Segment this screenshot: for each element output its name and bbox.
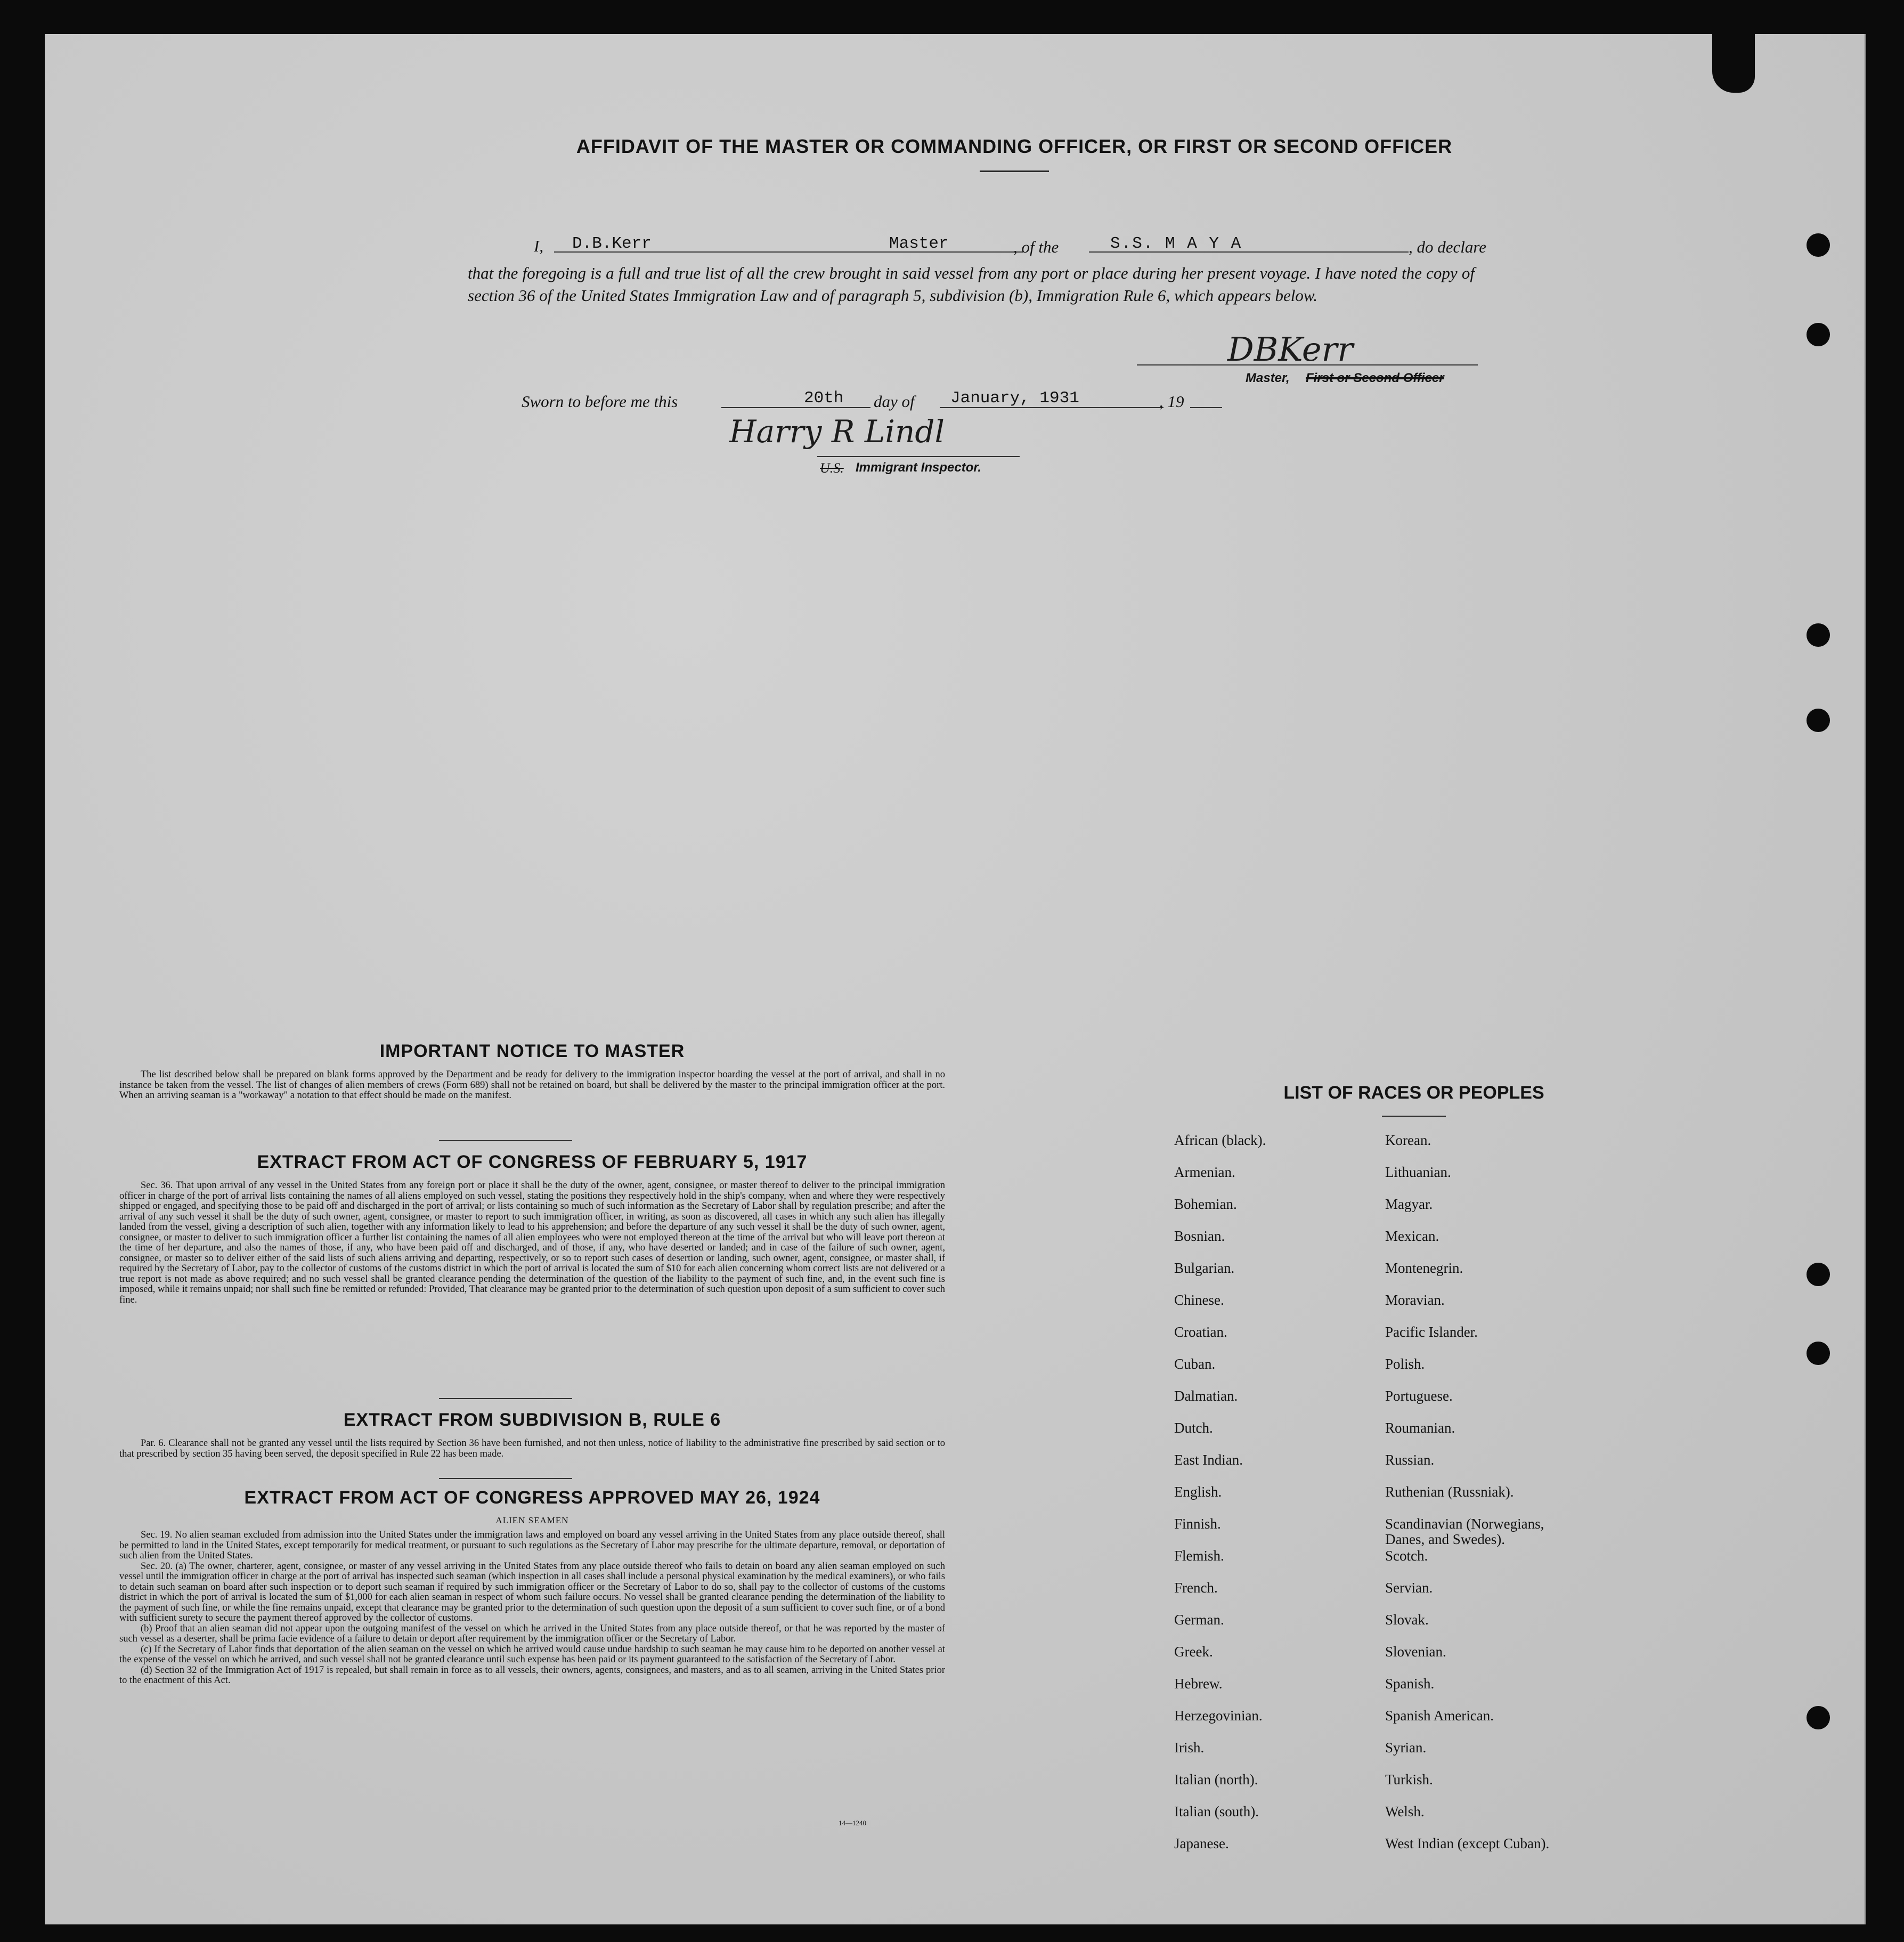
race-item: Flemish. [1174, 1548, 1224, 1564]
race-item: East Indian. [1174, 1452, 1243, 1468]
race-item: Greek. [1174, 1644, 1213, 1660]
race-item: Polish. [1385, 1356, 1425, 1372]
inspector-caption: Immigrant Inspector. [856, 460, 982, 475]
race-item: Turkish. [1385, 1772, 1433, 1787]
extract-1924-title: EXTRACT FROM ACT OF CONGRESS APPROVED MAY 26, 1924 [244, 1488, 820, 1508]
race-item: Ruthenian (Russniak). [1385, 1484, 1514, 1500]
race-item: African (black). [1174, 1132, 1266, 1148]
sworn-month-year: January, 1931 [950, 389, 1079, 408]
race-item: Spanish. [1385, 1676, 1435, 1692]
race-item: Finnish. [1174, 1516, 1221, 1532]
races-title: LIST OF RACES OR PEOPLES [1283, 1083, 1544, 1103]
race-item: Cuban. [1174, 1356, 1216, 1372]
race-item: Armenian. [1174, 1164, 1235, 1180]
declaration-prefix: I, [534, 237, 544, 255]
signature-caption: Master, [1246, 371, 1290, 385]
race-item: Japanese. [1174, 1835, 1229, 1851]
race-item: Hebrew. [1174, 1676, 1223, 1692]
vessel-name: S.S. M A Y A [1110, 234, 1242, 253]
affidavit-title: AFFIDAVIT OF THE MASTER OR COMMANDING OFFICER, OR FIRST OR SECOND OFFICER [576, 135, 1453, 157]
torn-corner [1712, 34, 1755, 93]
races-divider [1382, 1116, 1446, 1117]
notice-title: IMPORTANT NOTICE TO MASTER [379, 1041, 685, 1061]
race-item: English. [1174, 1484, 1222, 1500]
punch-hole [1807, 1342, 1830, 1365]
race-item: Montenegrin. [1385, 1260, 1463, 1276]
sec-20c-text: (c) If the Secretary of Labor finds that deportation of the alien seaman on the vessel on which he arrived would cause undue hardship to such seaman he may cause him to be deported on another vessel at the expense of the vessel on which he arrived, and such vessel shall not be granted clearance until such expense has been paid or its payment guaranteed to the satisfaction of the Secretary of Labor. [119, 1644, 945, 1665]
race-item: Slovenian. [1385, 1644, 1446, 1660]
century-label: , 19 [1159, 392, 1184, 411]
inspector-signature: Harry R Lindl [729, 413, 945, 450]
punch-hole [1807, 623, 1830, 647]
race-item: West Indian (except Cuban). [1385, 1835, 1550, 1851]
race-item: Bohemian. [1174, 1196, 1237, 1212]
race-item: French. [1174, 1580, 1218, 1596]
master-name: D.B.Kerr [572, 234, 652, 253]
declare-label: , do declare [1409, 238, 1487, 256]
race-item: German. [1174, 1612, 1224, 1628]
race-item: Irish. [1174, 1740, 1205, 1756]
extract-rule6-text: Par. 6. Clearance shall not be granted any vessel until the lists required by Section 36 have been furnished, and not then unless, notice of liability to the administrative fine prescribed by said section or to that prescribed by section 35 having been served, the deposit specified in Rule 22 has been made. [119, 1438, 945, 1459]
punch-hole [1807, 1263, 1830, 1286]
extract-1917-text: Sec. 36. That upon arrival of any vessel in the United States from any foreign port or place it shall be the duty of the owner, agent, consignee, or master thereof to deliver to the principal immigration officer in charge of the port of arrival lists containing the names of all aliens employed on such vessel, stating the positions they respectively hold in the ship's company, when and where they were respectively shipped or engaged, and specifying those to be paid off and discharged in the port of arrival; or lists containing so much of such information as the Secretary of Labor shall by regulation prescribe; and after the arrival of any such vessel it shall be the duty of such owner, agent, consignee, or master to report to such immigration officer, in writing, as soon as discovered, all cases in which any such alien has illegally landed from the vessel, giving a description of such alien, together with any information likely to lead to his apprehension; and before the departure of any such vessel it shall be the duty of such owner, agent, consignee, or master to deliver to such immigration officer a further list containing the names of all alien employees who were not employed thereon at the time of the arrival but who will leave port thereon at the time of her departure, and also the names of those, if any, who have been paid off and discharged, and of those, if any, who have deserted or landed; and in case of the failure of such owner, agent, consignee, or master so to deliver either of the said lists of such aliens arriving and departing, respectively, or so to report such cases of desertion or landing, such owner, agent, consignee, or master shall, if required by the Secretary of Labor, pay to the collector of customs of the customs district in which the port of arrival is located the sum of $10 for each alien concerning whom correct lists are not delivered or a true report is not made as above required; and no such vessel shall be granted clearance pending the determination of the question of the liability to the payment of such fine, and, in the event such fine is imposed, while it remains unpaid; nor shall such fine be remitted or refunded: Provided, That clearance may be granted prior to the determination of such question upon deposit of a sum sufficient to cover such fine. [119, 1180, 945, 1305]
race-item: Korean. [1385, 1132, 1431, 1148]
race-item: Lithuanian. [1385, 1164, 1451, 1180]
sec-20d-text: (d) Section 32 of the Immigration Act of 1917 is repealed, but shall remain in force as to all vessels, their owners, agents, consignees, and masters, and as to all seamen, arriving in the United States prior to the enactment of this Act. [119, 1664, 945, 1686]
sec-20b-text: (b) Proof that an alien seaman did not appear upon the outgoing manifest of the vessel on which he arrived in the United States from any place outside thereof, or that he was reported by the master of such vessel as a deserter, shall be prima facie evidence of a failure to detain or deport after requirement by the immigration officer or the Secretary of Labor. [119, 1623, 945, 1644]
race-item: Bulgarian. [1174, 1260, 1235, 1276]
race-item: Roumanian. [1385, 1420, 1455, 1436]
sworn-label: Sworn to before me this [522, 392, 678, 411]
day-underline [721, 407, 870, 408]
race-item: Herzegovinian. [1174, 1708, 1263, 1724]
race-item: Mexican. [1385, 1228, 1439, 1244]
master-signature: DBKerr [1227, 330, 1353, 369]
punch-hole [1807, 323, 1830, 346]
extract-1924-subtitle: ALIEN SEAMEN [495, 1515, 569, 1525]
race-item: Italian (south). [1174, 1803, 1259, 1819]
race-item: Spanish American. [1385, 1708, 1494, 1724]
race-item: Italian (north). [1174, 1772, 1258, 1787]
race-item: Syrian. [1385, 1740, 1427, 1756]
affidavit-body: that the foregoing is a full and true list of all the crew brought in said vessel from any port or place during her present voyage. I have noted the copy of section 36 of the United States Immigration Law and of paragraph 5, subdivision (b), Immigration Rule 6, which appears below. [468, 264, 1475, 305]
race-item: Magyar. [1385, 1196, 1433, 1212]
race-item: Bosnian. [1174, 1228, 1225, 1244]
year-underline [1190, 407, 1222, 408]
race-item: Servian. [1385, 1580, 1433, 1596]
sec-20a-text: Sec. 20. (a) The owner, charterer, agent, consignee, or master of any vessel arriving in the United States from any place outside thereof who fails to detain on board any alien seaman employed on such vessel until the immigration officer in charge at the port of arrival has inspected such seaman (which inspection in all cases shall include a personal physical examination by the medical examiners), or who fails to detain such seaman on board after such inspection or to deport such seaman if required by such immigration officer or the Secretary of Labor to do so, shall pay to the collector of customs of the customs district in which the port of arrival is located the sum of $1,000 for each alien seaman in respect of whom such failure occurs. No vessel shall be granted clearance pending the determination of the liability to the payment of such fine, or while the fine remains unpaid, except that clearance may be granted prior to the determination of such question upon the deposit of a sum sufficient to cover such fine, or of a bond with sufficient surety to secure the payment thereof approved by the collector of customs. [119, 1561, 945, 1623]
form-number: 14—1240 [839, 1819, 866, 1827]
day-of-label: day of [874, 392, 915, 411]
race-item: Dutch. [1174, 1420, 1213, 1436]
extract-rule6-title: EXTRACT FROM SUBDIVISION B, RULE 6 [343, 1410, 721, 1430]
notice-text: The list described below shall be prepared on blank forms approved by the Department and be ready for delivery to the immigration inspector boarding the vessel at the port of arrival, and shall in no instance be taken from the vessel. The list of changes of alien members of crews (Form 689) shall not be retained on board, but shall be delivered by the master to the principal immigration officer at the port. When an arriving seaman is a "workaway" a notation to that effect should be made on the manifest. [119, 1069, 945, 1101]
race-item: Moravian. [1385, 1292, 1445, 1308]
race-item: Welsh. [1385, 1803, 1425, 1819]
punch-hole [1807, 709, 1830, 732]
extract-1917-divider [439, 1398, 572, 1399]
race-item: Scandinavian (Norwegians, Danes, and Swedes). [1385, 1516, 1544, 1547]
extract-1917-title: EXTRACT FROM ACT OF CONGRESS OF FEBRUARY 5, 1917 [257, 1152, 808, 1172]
race-item: Croatian. [1174, 1324, 1227, 1340]
extract-rule6-divider [439, 1478, 572, 1479]
struck-inspector-initials: U.S. [820, 460, 844, 476]
document-page [45, 34, 1866, 1924]
notice-divider [439, 1140, 572, 1141]
sec-19-text: Sec. 19. No alien seaman excluded from admission into the United States under the immigration laws and employed on board any vessel arriving in the United States from any place outside thereof, shall be permitted to land in the United States, except temporarily for medical treatment, or pursuant to such regulations as the Secretary of Labor may prescribe for the ultimate departure, removal, or deportation of such alien from the United States. [119, 1530, 945, 1561]
sworn-day: 20th [804, 389, 844, 408]
inspector-signature-line [817, 456, 1020, 457]
race-item: Portuguese. [1385, 1388, 1453, 1404]
extract-1924-text [119, 1530, 945, 1686]
race-item: Dalmatian. [1174, 1388, 1238, 1404]
race-item: Slovak. [1385, 1612, 1429, 1628]
master-rank: Master [889, 234, 949, 253]
race-item: Pacific Islander. [1385, 1324, 1478, 1340]
struck-officer-caption: First or Second Officer [1306, 371, 1444, 385]
punch-hole [1807, 1706, 1830, 1729]
race-item: Russian. [1385, 1452, 1435, 1468]
of-the-label: , of the [1013, 238, 1059, 256]
race-item: Chinese. [1174, 1292, 1224, 1308]
punch-hole [1807, 233, 1830, 257]
title-divider [980, 170, 1049, 172]
race-item: Scotch. [1385, 1548, 1428, 1564]
